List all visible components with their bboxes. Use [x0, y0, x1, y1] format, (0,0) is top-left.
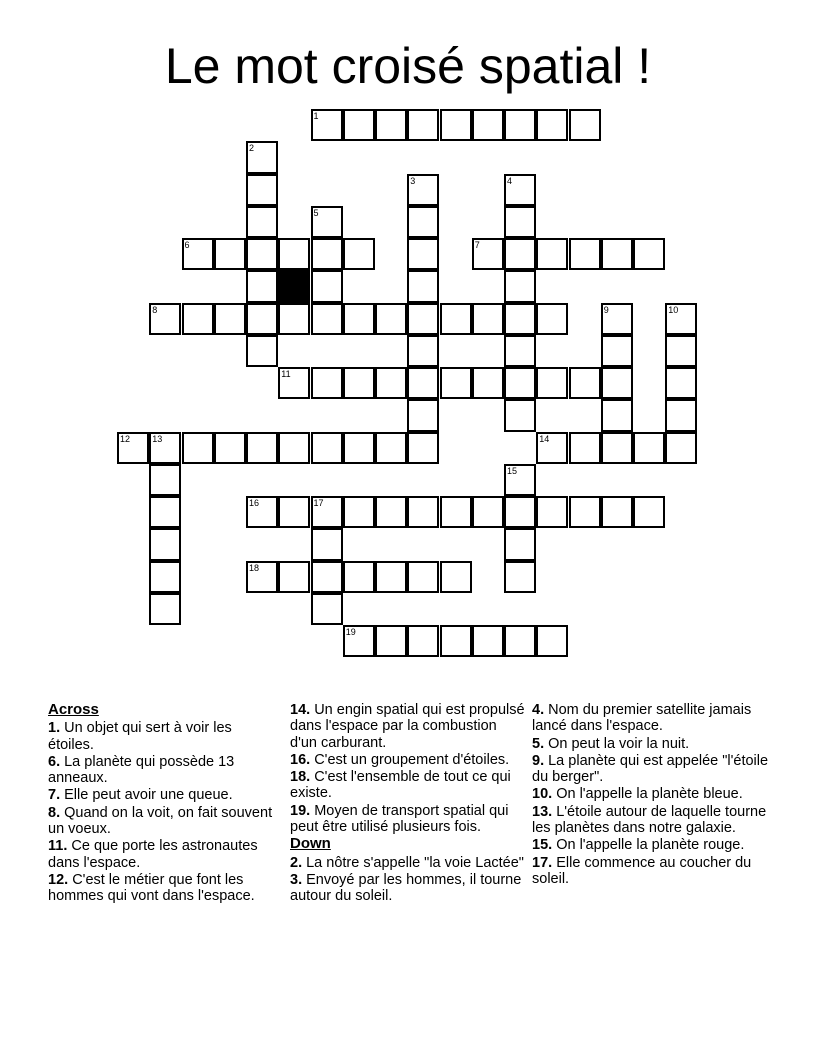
grid-cell[interactable] — [569, 367, 601, 399]
grid-cell[interactable] — [504, 238, 536, 270]
grid-cell[interactable] — [601, 399, 633, 431]
grid-cell[interactable] — [407, 561, 439, 593]
clue-text: Elle peut avoir une queue. — [60, 787, 233, 804]
grid-cell[interactable] — [246, 238, 278, 270]
grid-cell[interactable] — [246, 432, 278, 464]
clue-item — [48, 754, 278, 787]
grid-cell[interactable] — [536, 432, 568, 464]
grid-cell[interactable] — [149, 464, 181, 496]
clue-number: 11 — [281, 369, 291, 379]
clue-number: 14. — [290, 702, 311, 718]
grid-cell[interactable] — [214, 432, 246, 464]
clue-text: Moyen de transport spatial qui peut être utilisé plusieurs fois. — [290, 802, 509, 836]
grid-cell[interactable] — [246, 206, 278, 238]
grid-cell[interactable] — [182, 238, 214, 270]
grid-cell[interactable] — [311, 206, 343, 238]
grid-cell[interactable] — [601, 496, 633, 528]
clue-number: 12. — [48, 871, 69, 888]
clue-number: 7 — [474, 240, 480, 250]
clue-number: 18 — [249, 562, 260, 573]
clue-text: Envoyé par les hommes, il tourne autour du soleil. — [290, 871, 522, 905]
grid-cell[interactable] — [182, 432, 214, 464]
clue-number: 4. — [532, 702, 545, 718]
clue-item — [290, 803, 525, 836]
clue-item — [48, 805, 278, 838]
grid-cell[interactable] — [536, 109, 568, 141]
grid-cell[interactable] — [278, 367, 310, 399]
grid-cell[interactable] — [472, 367, 504, 399]
clue-item — [48, 720, 278, 753]
clue-item — [532, 855, 772, 888]
clue-item — [48, 838, 278, 871]
grid-cell[interactable] — [375, 303, 407, 335]
clue-text: La planète qui est appelée "l'étoile du berger". — [532, 752, 769, 786]
grid-cell[interactable] — [601, 367, 633, 399]
grid-cell[interactable] — [633, 238, 665, 270]
clue-text: Un engin spatial qui est propulsé dans l'espace par la combustion d'un carburant. — [290, 702, 525, 751]
clue-text: C'est l'ensemble de tout ce qui existe. — [290, 769, 511, 802]
clue-number: 8. — [48, 804, 61, 821]
grid-cell[interactable] — [440, 109, 472, 141]
clue-number: 6 — [184, 240, 190, 250]
grid-cell[interactable] — [407, 399, 439, 431]
across-heading: Across — [48, 701, 99, 718]
clue-text: On l'appelle la planète rouge. — [552, 837, 745, 854]
clue-item — [290, 702, 525, 751]
grid-cell[interactable] — [569, 432, 601, 464]
grid-cell[interactable] — [536, 625, 568, 657]
grid-cell[interactable] — [601, 303, 633, 335]
grid-cell[interactable] — [149, 303, 181, 335]
grid-cell[interactable] — [504, 206, 536, 238]
clue-text: C'est le métier que font les hommes qui vont dans l'espace. — [48, 871, 255, 905]
grid-cell[interactable] — [504, 464, 536, 496]
grid-cell[interactable] — [504, 270, 536, 302]
grid-cell[interactable] — [440, 367, 472, 399]
grid-cell[interactable] — [440, 561, 472, 593]
clue-text: La nôtre s'appelle "la voie Lactée" — [302, 854, 524, 871]
clue-text: Un objet qui sert à voir les étoiles. — [48, 720, 232, 753]
clue-number: 10 — [668, 304, 679, 315]
grid-cell[interactable] — [407, 303, 439, 335]
grid-cell[interactable] — [472, 109, 504, 141]
grid-cell[interactable] — [375, 561, 407, 593]
grid-cell[interactable] — [375, 625, 407, 657]
clue-number: 19 — [345, 627, 356, 637]
grid-cell[interactable] — [278, 561, 310, 593]
clues-column-3 — [532, 702, 772, 888]
clue-item — [48, 872, 278, 905]
clue-item — [290, 769, 525, 802]
grid-cell[interactable] — [504, 561, 536, 593]
grid-cell[interactable] — [407, 270, 439, 302]
grid-cell[interactable] — [182, 303, 214, 335]
grid-cell[interactable] — [117, 432, 149, 464]
clue-item — [290, 872, 525, 905]
clue-text: On l'appelle la planète bleue. — [552, 786, 743, 803]
grid-cell[interactable] — [246, 141, 278, 173]
clue-number: 2. — [290, 854, 303, 871]
grid-cell[interactable] — [536, 303, 568, 335]
grid-cell[interactable] — [311, 270, 343, 302]
clue-number: 1 — [313, 111, 319, 121]
down-clue-list — [290, 855, 525, 905]
grid-cell[interactable] — [149, 432, 181, 464]
clue-number: 13 — [152, 433, 163, 444]
clue-item — [532, 736, 772, 752]
grid-cell[interactable] — [343, 496, 375, 528]
grid-cell[interactable] — [246, 335, 278, 367]
clue-item — [532, 753, 772, 786]
grid-cell[interactable] — [246, 303, 278, 335]
grid-cell[interactable] — [504, 367, 536, 399]
clue-number: 14 — [539, 433, 550, 444]
clue-number: 3 — [410, 175, 416, 186]
clue-text: La planète qui possède 13 anneaux. — [48, 753, 235, 787]
clue-number: 9. — [532, 752, 545, 769]
clue-item — [290, 855, 525, 871]
grid-cell[interactable] — [375, 496, 407, 528]
grid-cell[interactable] — [246, 496, 278, 528]
grid-cell[interactable] — [504, 174, 536, 206]
grid-cell[interactable] — [343, 625, 375, 657]
clue-number: 3. — [290, 871, 303, 888]
grid-cell[interactable] — [343, 561, 375, 593]
grid-cell[interactable] — [440, 496, 472, 528]
clue-item — [290, 752, 525, 768]
grid-cell[interactable] — [504, 109, 536, 141]
clue-number: 18. — [290, 769, 311, 786]
grid-cell[interactable] — [246, 270, 278, 302]
grid-cell[interactable] — [214, 303, 246, 335]
grid-cell[interactable] — [246, 174, 278, 206]
grid-cell[interactable] — [536, 367, 568, 399]
grid-cell[interactable] — [278, 432, 310, 464]
clue-number: 10. — [532, 786, 553, 803]
grid-cell[interactable] — [407, 109, 439, 141]
page-title: Le mot croisé spatial ! — [164, 38, 652, 94]
grid-cell[interactable] — [504, 335, 536, 367]
grid-cell[interactable] — [311, 238, 343, 270]
grid-cell[interactable] — [149, 561, 181, 593]
grid-cell[interactable] — [472, 303, 504, 335]
grid-cell[interactable] — [569, 238, 601, 270]
clue-number: 2 — [249, 143, 255, 154]
grid-cell[interactable] — [311, 303, 343, 335]
grid-cell[interactable] — [440, 625, 472, 657]
clue-number: 6. — [48, 753, 61, 770]
clue-number: 12 — [120, 433, 131, 444]
grid-cell[interactable] — [149, 496, 181, 528]
clue-item — [532, 702, 772, 735]
across-clue-list-continued — [290, 702, 525, 835]
down-clue-list-continued — [532, 702, 772, 887]
grid-cell[interactable] — [407, 174, 439, 206]
grid-cell[interactable] — [472, 238, 504, 270]
grid-cell[interactable] — [311, 496, 343, 528]
grid-cell[interactable] — [472, 496, 504, 528]
clue-number: 16 — [249, 498, 260, 508]
clue-number: 13. — [532, 803, 553, 820]
black-cell — [278, 270, 310, 302]
clue-number: 15. — [532, 837, 553, 854]
clue-number: 15 — [507, 465, 518, 476]
clue-number: 7. — [48, 787, 61, 804]
grid-cell[interactable] — [375, 432, 407, 464]
grid-cell[interactable] — [633, 432, 665, 464]
grid-cell[interactable] — [440, 303, 472, 335]
grid-cell[interactable] — [311, 432, 343, 464]
grid-cell[interactable] — [569, 109, 601, 141]
clue-text: On peut la voir la nuit. — [544, 735, 690, 752]
grid-cell[interactable] — [536, 496, 568, 528]
grid-cell[interactable] — [343, 303, 375, 335]
grid-cell[interactable] — [407, 206, 439, 238]
clue-number: 16. — [290, 751, 311, 768]
clue-number: 17. — [532, 854, 553, 871]
grid-cell[interactable] — [214, 238, 246, 270]
grid-cell[interactable] — [665, 432, 697, 464]
grid-cell[interactable] — [407, 367, 439, 399]
grid-cell[interactable] — [375, 367, 407, 399]
grid-cell[interactable] — [601, 335, 633, 367]
grid-cell[interactable] — [569, 496, 601, 528]
grid-cell[interactable] — [246, 561, 278, 593]
grid-cell[interactable] — [665, 399, 697, 431]
clue-item — [532, 786, 772, 802]
clue-number: 9 — [603, 304, 609, 315]
crossword-grid — [118, 110, 718, 670]
grid-cell[interactable] — [311, 109, 343, 141]
clue-number: 19. — [290, 802, 311, 819]
clue-text: Ce que porte les astronautes dans l'espace. — [48, 838, 258, 871]
clues-column-2 — [290, 702, 525, 906]
grid-cell[interactable] — [149, 528, 181, 560]
grid-cell[interactable] — [504, 496, 536, 528]
grid-cell[interactable] — [601, 238, 633, 270]
clue-text: Elle commence au coucher du soleil. — [532, 854, 752, 887]
grid-cell[interactable] — [343, 367, 375, 399]
grid-cell[interactable] — [407, 335, 439, 367]
grid-cell[interactable] — [601, 432, 633, 464]
grid-cell[interactable] — [504, 303, 536, 335]
grid-cell[interactable] — [536, 238, 568, 270]
grid-cell[interactable] — [311, 593, 343, 625]
grid-cell[interactable] — [278, 496, 310, 528]
grid-cell[interactable] — [504, 528, 536, 560]
clue-number: 17 — [313, 498, 324, 508]
grid-cell[interactable] — [665, 335, 697, 367]
clue-text: Quand on la voit, on fait souvent un voeux. — [48, 804, 273, 838]
clue-number: 1. — [48, 720, 61, 737]
grid-cell[interactable] — [407, 432, 439, 464]
grid-cell[interactable] — [311, 528, 343, 560]
grid-cell[interactable] — [407, 238, 439, 270]
grid-cell[interactable] — [665, 303, 697, 335]
down-heading: Down — [290, 835, 331, 853]
grid-cell[interactable] — [375, 109, 407, 141]
grid-cell[interactable] — [311, 367, 343, 399]
clue-text: L'étoile autour de laquelle tourne les planètes dans notre galaxie. — [532, 803, 767, 837]
grid-cell[interactable] — [278, 238, 310, 270]
grid-cell[interactable] — [278, 303, 310, 335]
across-clue-list — [48, 720, 278, 904]
clue-item — [532, 804, 772, 837]
clue-item — [532, 837, 772, 853]
grid-cell[interactable] — [149, 593, 181, 625]
grid-cell[interactable] — [343, 109, 375, 141]
grid-cell[interactable] — [504, 625, 536, 657]
clue-number: 5 — [313, 207, 319, 218]
grid-cell[interactable] — [472, 625, 504, 657]
grid-cell[interactable] — [665, 367, 697, 399]
clue-number: 4 — [507, 175, 513, 186]
grid-cell[interactable] — [407, 625, 439, 657]
grid-cell[interactable] — [311, 561, 343, 593]
grid-cell[interactable] — [343, 432, 375, 464]
grid-cell[interactable] — [343, 238, 375, 270]
clue-text: C'est un groupement d'étoiles. — [310, 751, 510, 768]
clue-number: 11. — [48, 838, 68, 855]
clue-item — [48, 787, 278, 803]
clues-column-1 — [48, 702, 278, 906]
clue-number: 8 — [152, 304, 158, 315]
grid-cell[interactable] — [504, 399, 536, 431]
grid-cell[interactable] — [633, 496, 665, 528]
grid-cell[interactable] — [407, 496, 439, 528]
clue-number: 5. — [532, 735, 545, 752]
clue-text: Nom du premier satellite jamais lancé dans l'espace. — [532, 702, 752, 735]
